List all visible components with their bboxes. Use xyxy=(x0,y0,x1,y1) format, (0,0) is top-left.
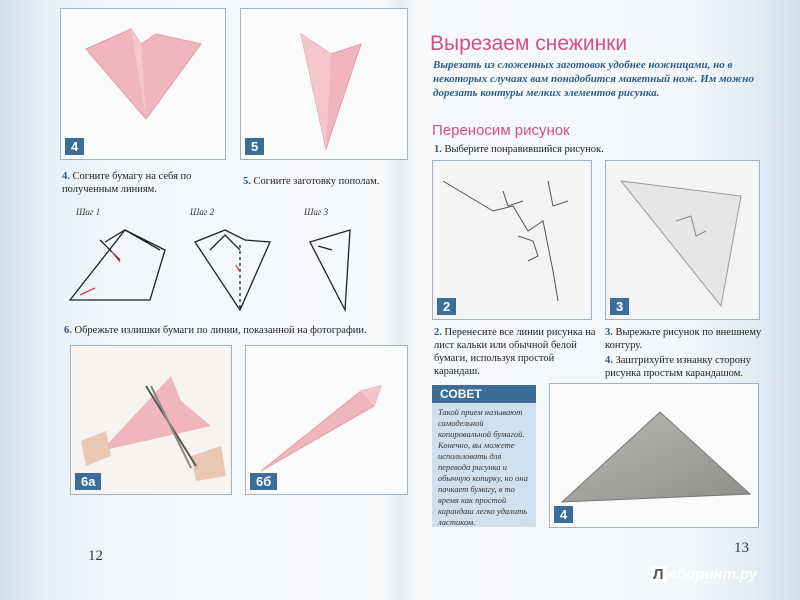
traced-pattern-image xyxy=(433,161,591,319)
watermark-logo xyxy=(650,566,757,583)
photo-5 xyxy=(240,8,408,160)
folding-diagrams xyxy=(0,210,400,320)
badge-4-right: 4 xyxy=(554,506,573,523)
step-2-label: Шаг 2 xyxy=(190,207,215,217)
badge-6a: 6а xyxy=(75,473,101,490)
caption-4-text: Согните бумагу на себя по полученным линиям. xyxy=(62,171,192,195)
page-number-right: 13 xyxy=(734,540,749,556)
tip-text: Такой прием называют самодельной копировальной бумагой. Конечно, вы можете использовать для перевода рисунка и обычную копирку, но она пачкает бумагу, в то время как простой карандаш легко удалить ластиком. xyxy=(438,407,528,527)
cut-paper-image xyxy=(246,346,407,494)
badge-3: 3 xyxy=(610,298,629,315)
step-1-label: Шаг 1 xyxy=(76,207,101,217)
caption-3-text: Вырежьте рисунок по внешнему контуру. xyxy=(605,327,762,351)
caption-2-number: 2. xyxy=(434,327,442,338)
step-3-label: Шаг 3 xyxy=(304,207,329,217)
caption-4-right-number: 4. xyxy=(605,355,613,366)
watermark-letter: Л xyxy=(650,566,667,583)
section-subtitle: Переносим рисунок xyxy=(432,122,570,139)
caption-4 xyxy=(62,170,227,196)
badge-6b: 6б xyxy=(250,473,277,490)
right-page xyxy=(412,0,800,590)
scissors-cutting-image xyxy=(71,346,231,494)
photo-6a xyxy=(70,345,232,495)
watermark-text: абиринт.ру xyxy=(668,566,758,583)
caption-5-number: 5. xyxy=(243,176,251,187)
photo-4 xyxy=(60,8,226,160)
photo-3 xyxy=(605,160,760,320)
caption-4-right xyxy=(605,354,765,380)
caption-1-text: Выберите понравившийся рисунок. xyxy=(444,144,604,155)
shaded-pattern-image xyxy=(550,384,758,527)
caption-3 xyxy=(605,326,765,352)
caption-6 xyxy=(64,324,404,337)
caption-1 xyxy=(434,143,774,156)
caption-4-number: 4. xyxy=(62,171,70,182)
photo-4-right xyxy=(549,383,759,528)
badge-4: 4 xyxy=(65,138,84,155)
photo-6b xyxy=(245,345,408,495)
photo-2 xyxy=(432,160,592,320)
caption-6-number: 6. xyxy=(64,325,72,336)
caption-3-number: 3. xyxy=(605,327,613,338)
intro-text: Вырезать из сложенных заготовок удобнее ножницами, но в некоторых случаях вам понадобится макетный нож. Им можно дорезать контуры мелких элементов рисунка. xyxy=(433,59,754,99)
tip-box xyxy=(432,385,536,527)
folded-paper-half-image xyxy=(241,9,407,159)
badge-2: 2 xyxy=(437,298,456,315)
caption-2 xyxy=(434,326,599,378)
caption-1-number: 1. xyxy=(434,144,442,155)
tip-title: СОВЕТ xyxy=(432,385,536,403)
caption-5 xyxy=(243,175,408,188)
caption-2-text: Перенесите все линии рисунка на лист кальки или обычной белой бумаги, используя простой карандаш. xyxy=(434,327,596,377)
folded-paper-image xyxy=(61,9,225,159)
page-number-left: 12 xyxy=(88,548,103,564)
badge-5: 5 xyxy=(245,138,264,155)
caption-5-text: Согните заготовку пополам. xyxy=(253,176,380,187)
cut-pattern-image xyxy=(606,161,759,319)
page-title: Вырезаем снежинки xyxy=(430,32,628,55)
caption-6-text: Обрежьте излишки бумаги по линии, показанной на фотографии. xyxy=(74,325,367,336)
caption-4-right-text: Заштрихуйте изнанку сторону рисунка простым карандашом. xyxy=(605,355,751,379)
